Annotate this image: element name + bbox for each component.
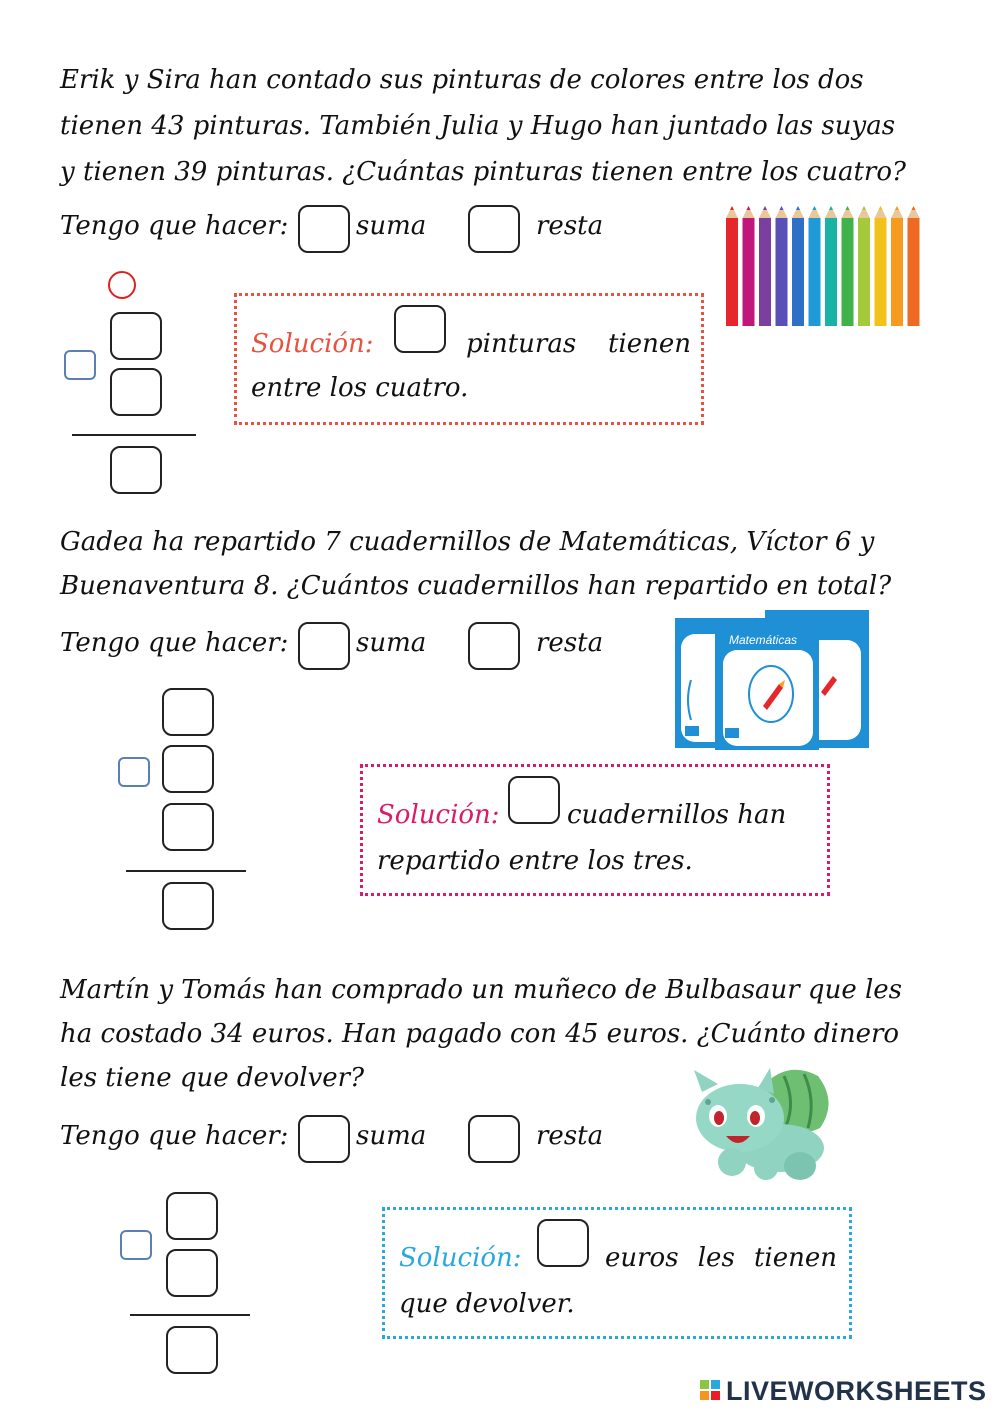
pencil — [776, 206, 788, 326]
suma-checkbox[interactable] — [298, 622, 350, 670]
solution-answer-input[interactable] — [508, 776, 560, 824]
carry-circle-input[interactable] — [108, 271, 136, 299]
solution-text: euros les tienen — [605, 1243, 837, 1273]
addend-2-input[interactable] — [162, 745, 214, 793]
math-workbooks-image — [675, 610, 871, 750]
suma-label: suma — [356, 1121, 427, 1151]
solution-box — [360, 764, 830, 896]
suma-label: suma — [356, 628, 427, 658]
pencil — [825, 206, 837, 326]
subtrahend-input[interactable] — [166, 1249, 218, 1297]
solution-text: cuadernillos han — [567, 800, 787, 830]
problem-text-line: Gadea ha repartido 7 cuadernillos de Matemáticas, Víctor 6 y — [60, 527, 875, 557]
colored-pencils-image — [722, 204, 922, 330]
suma-label: suma — [356, 211, 427, 241]
addend-1-input[interactable] — [162, 688, 214, 736]
pencil — [809, 206, 821, 326]
problem-text-line: les tiene que devolver? — [60, 1063, 365, 1093]
problem-text-line: Erik y Sira han contado sus pinturas de colores entre los dos — [60, 65, 864, 95]
solution-text-line2: repartido entre los tres. — [377, 846, 693, 876]
result-input[interactable] — [162, 882, 214, 930]
resta-checkbox[interactable] — [468, 622, 520, 670]
pencil — [842, 206, 854, 326]
solution-label: Solución: — [251, 329, 374, 359]
problem-text-line: tienen 43 pinturas. También Julia y Hugo han juntado las suyas — [60, 111, 896, 141]
liveworksheets-brand: LIVEWORKSHEETS — [726, 1376, 987, 1406]
operation-line — [130, 1314, 250, 1316]
pencil — [858, 206, 870, 326]
pencil — [759, 206, 771, 326]
problem-text-line: y tienen 39 pinturas. ¿Cuántas pinturas tienen entre los cuatro? — [60, 157, 906, 187]
resta-label: resta — [536, 628, 604, 658]
solution-box — [382, 1207, 852, 1339]
problem-text-line: Martín y Tomás han comprado un muñeco de Bulbasaur que les — [60, 975, 903, 1005]
addend-2-input[interactable] — [110, 368, 162, 416]
pencil — [908, 206, 920, 326]
solution-text: pinturas tienen — [466, 329, 691, 359]
solution-answer-input[interactable] — [394, 305, 446, 353]
sign-input[interactable] — [118, 757, 150, 787]
operation-line — [126, 870, 246, 872]
solution-text-line2: que devolver. — [399, 1289, 575, 1319]
resta-checkbox[interactable] — [468, 205, 520, 253]
suma-checkbox[interactable] — [298, 1115, 350, 1163]
pencil — [875, 206, 887, 326]
problem-text-line: Buenaventura 8. ¿Cuántos cuadernillos han repartido en total? — [60, 571, 892, 601]
tengo-label: Tengo que hacer: — [60, 1121, 289, 1151]
resta-checkbox[interactable] — [468, 1115, 520, 1163]
addend-3-input[interactable] — [162, 803, 214, 851]
workbook-title: Matemáticas — [729, 633, 798, 647]
tengo-label: Tengo que hacer: — [60, 628, 289, 658]
solution-answer-input[interactable] — [537, 1219, 589, 1267]
result-input[interactable] — [110, 446, 162, 494]
pencil — [891, 206, 903, 326]
pencil — [726, 206, 738, 326]
suma-checkbox[interactable] — [298, 205, 350, 253]
tengo-label: Tengo que hacer: — [60, 211, 289, 241]
pencil — [792, 206, 804, 326]
pencil — [743, 206, 755, 326]
solution-label: Solución: — [377, 800, 500, 830]
resta-label: resta — [536, 211, 604, 241]
resta-label: resta — [536, 1121, 604, 1151]
addend-1-input[interactable] — [110, 312, 162, 360]
minuend-input[interactable] — [166, 1192, 218, 1240]
solution-label: Solución: — [399, 1243, 522, 1273]
solution-box — [234, 293, 704, 425]
sign-input[interactable] — [64, 350, 96, 380]
operation-line — [72, 434, 196, 436]
problem-text-line: ha costado 34 euros. Han pagado con 45 euros. ¿Cuánto dinero — [60, 1019, 900, 1049]
liveworksheets-logo-icon — [700, 1380, 722, 1402]
result-input[interactable] — [166, 1326, 218, 1374]
bulbasaur-image — [688, 1062, 840, 1184]
solution-text-line2: entre los cuatro. — [251, 373, 469, 403]
sign-input[interactable] — [120, 1230, 152, 1260]
